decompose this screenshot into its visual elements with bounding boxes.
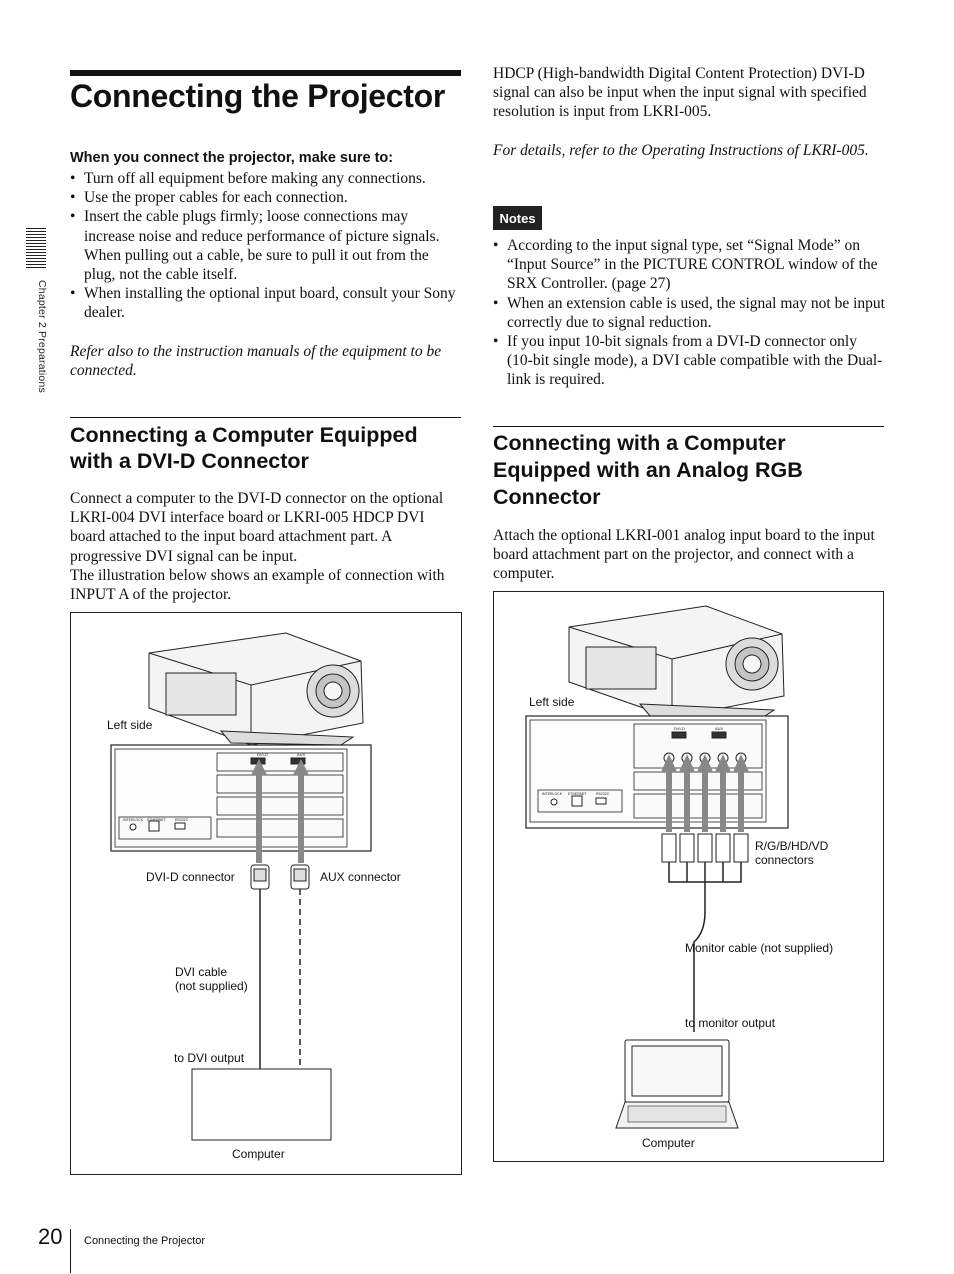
left-side-label: Left side — [107, 718, 153, 732]
intro-bullet-list — [70, 169, 462, 323]
panel-rs232c-label: RS232C — [596, 792, 610, 796]
back-panel — [111, 745, 371, 851]
chapter-tab-stripes — [26, 228, 46, 270]
footer-rule — [70, 1229, 71, 1273]
left-side-label: Left side — [529, 695, 575, 709]
section-title-dvi: Connecting a Computer Equipped with a DVI-D Connector — [70, 423, 418, 473]
computer-label: Computer — [232, 1147, 285, 1161]
section-dvi-body-2: The illustration below shows an example of connection with INPUT A of the projector. — [70, 567, 445, 604]
panel-interlock-label: INTERLOCK — [123, 818, 144, 822]
note-item: • According to the input signal type, set “Signal Mode” on “Input Source” in the PICTURE CONTROL window of the SRX Controller. (page 27) — [493, 236, 885, 294]
panel-rs232c-label: RS232C — [175, 818, 189, 822]
panel-dvi-label: DVI-D — [674, 726, 685, 731]
aux-connector-label: AUX connector — [320, 870, 401, 884]
intro-bullet: • Insert the cable plugs firmly; loose connections may increase noise and reduce performance of picture signals. When pulling out a cable, be sure to pull it out from the plug, not the cable itself. — [70, 207, 462, 284]
notes-badge: Notes — [493, 206, 542, 230]
section-rule — [493, 426, 884, 427]
dvi-cable-label: DVI cable (not supplied) — [175, 965, 248, 993]
hdcp-paragraph: HDCP (High-bandwidth Digital Content Protection) DVI-D signal can also be input when the input signal with specified resolution is input from LKRI-005. — [493, 65, 867, 121]
intro-bullet: • When installing the optional input board, consult your Sony dealer. — [70, 284, 462, 322]
note-item: • When an extension cable is used, the signal may not be input correctly due to signal reduction. — [493, 294, 885, 332]
cable-plugs — [251, 865, 309, 889]
intro-note: Refer also to the instruction manuals of the equipment to be connected. — [70, 343, 442, 380]
rgb-connectors-label: R/G/B/HD/VD connectors — [755, 839, 829, 867]
section-rgb-body: Attach the optional LKRI-001 analog input board to the input board attachment part on the projector, and connect with a computer. — [493, 527, 875, 583]
rgb-connection-figure — [493, 591, 884, 1162]
laptop-illustration — [616, 1040, 738, 1128]
section-dvi-body: Connect a computer to the DVI-D connector on the optional LKRI-004 DVI interface board or LKRI-005 HDCP DVI board attached to the input board attachment part. A progressive DVI signal can be input. — [70, 490, 444, 565]
projector-illustration — [149, 633, 363, 745]
computer-box — [192, 1069, 331, 1140]
to-dvi-output-label: to DVI output — [174, 1051, 245, 1065]
details-reference: For details, refer to the Operating Instructions of LKRI-005. — [493, 142, 869, 159]
computer-label: Computer — [642, 1136, 695, 1150]
panel-aux-label: AUX — [715, 726, 724, 731]
panel-ethernet-label: ETHERNET — [147, 818, 166, 822]
rgb-connection-diagram — [494, 592, 883, 1161]
intro-bullet: • Use the proper cables for each connection. — [70, 188, 462, 207]
running-title: Connecting the Projector — [84, 1235, 206, 1247]
intro-bullet: • Turn off all equipment before making any connections. — [70, 169, 462, 188]
panel-dvi-label: DVI-D — [257, 752, 268, 757]
title-rule — [70, 70, 461, 76]
dvi-connector-label: DVI-D connector — [146, 870, 235, 884]
projector-illustration — [569, 606, 784, 718]
dvi-connection-figure — [70, 612, 462, 1175]
page-title: Connecting the Projector — [70, 78, 446, 114]
bnc-plugs — [662, 834, 748, 862]
section-title-rgb: Connecting with a Computer Equipped with an Analog RGB Connector — [493, 431, 803, 509]
section-rule — [70, 417, 461, 418]
intro-heading: When you connect the projector, make sure to: — [70, 150, 394, 166]
notes-list — [493, 236, 885, 390]
monitor-cable-label: Monitor cable (not supplied) — [685, 941, 834, 955]
panel-aux-label: AUX — [297, 752, 306, 757]
panel-interlock-label: INTERLOCK — [542, 792, 563, 796]
to-monitor-output-label: to monitor output — [685, 1016, 776, 1030]
page-number: 20 — [38, 1224, 63, 1249]
dvi-connection-diagram — [71, 613, 461, 1174]
note-item: • If you input 10-bit signals from a DVI-D connector only (10-bit single mode), a DVI cable compatible with the Dual-link is required. — [493, 332, 885, 390]
panel-ethernet-label: ETHERNET — [568, 792, 587, 796]
chapter-tab-label: Chapter 2 Preparations — [36, 280, 48, 393]
